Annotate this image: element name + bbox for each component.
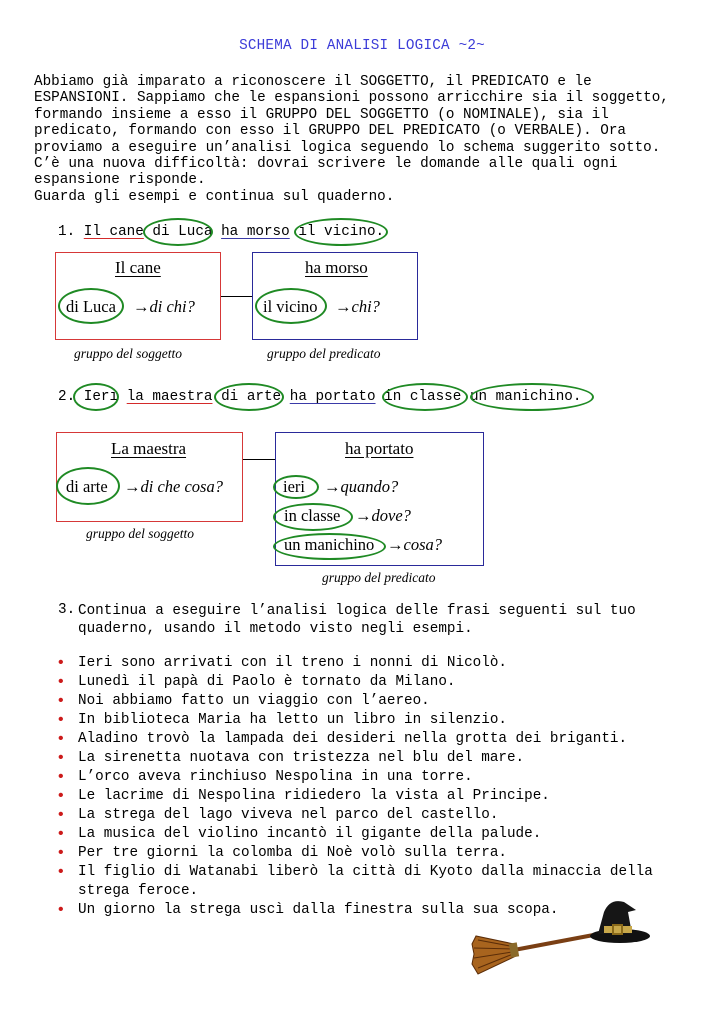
- example-2-subject-question: →di che cosa?: [124, 477, 223, 496]
- list-item: • Il figlio di Watanabi liberò la città di Kyoto dalla minaccia della strega feroce.: [56, 863, 698, 901]
- example-2-expansion-1-circle: [73, 383, 119, 411]
- list-item: • Le lacrime di Nespolina ridiedero la vista al Principe.: [56, 787, 698, 806]
- list-item: • La sirenetta nuotava con tristezza nel blu del mare.: [56, 749, 698, 768]
- example-2-predicate-term-3: un manichino: [284, 535, 375, 554]
- example-2-period: .: [572, 389, 582, 405]
- example-2-number: 2.: [58, 389, 76, 405]
- sentence-list: [56, 654, 698, 920]
- example-2-expansion-3: in classe: [384, 389, 462, 405]
- list-item: • Per tre giorni la colomba di Noè volò sulla terra.: [56, 844, 698, 863]
- example-2-expansion-1: Ieri: [83, 389, 119, 405]
- intro-paragraph: Abbiamo già imparato a riconoscere il SOGGETTO, il PREDICATO e le ESPANSIONI. Sappiamo che le espansioni possono arricchire sia il soggetto, formando insieme a esso il GRUPPO DEL SOGGETTO (o NOMINALE), sia il predicato, formando con esso il GRUPPO DEL PREDICATO (o VERBALE). Ora proviamo a eseguire un’analisi logica seguendo lo schema suggerito sotto. C’è una nuova difficoltà: dovrai scrivere le domande alle quali ogni espansione risponde. Guarda gli esempi e continua sul quaderno.: [34, 74, 669, 205]
- example-2-expansion-2: di arte: [221, 389, 282, 405]
- witch-hat-icon: [590, 901, 650, 943]
- example-1-subject-term: di Luca: [66, 297, 116, 316]
- example-1-subject-caption: gruppo del soggetto: [74, 346, 182, 361]
- example-2-connector-line: [243, 459, 275, 460]
- list-item: • Noi abbiamo fatto un viaggio con l’aereo.: [56, 692, 698, 711]
- example-2-expansion-2-circle: [214, 383, 284, 411]
- list-item: • La musica del violino incantò il gigante della palude.: [56, 825, 698, 844]
- exercise-3-number: 3.: [58, 602, 76, 618]
- example-2-predicate-term-1: ieri: [283, 477, 305, 496]
- example-1-expansion-2: il vicino: [298, 224, 376, 240]
- witch-illustration: [470, 892, 660, 984]
- example-2-subject-head: La maestra: [111, 439, 187, 458]
- example-2-predicate: ha portato: [289, 389, 376, 405]
- example-2-predicate-question-3: →cosa?: [387, 535, 442, 554]
- list-item: • La strega del lago viveva nel parco del castello.: [56, 806, 698, 825]
- example-1-predicate: ha morso: [221, 224, 290, 240]
- example-1-subject-head: Il cane: [115, 258, 161, 277]
- example-2-expansion-3-circle: [382, 383, 468, 411]
- list-item: • Ieri sono arrivati con il treno i nonni di Nicolò.: [56, 654, 698, 673]
- example-1-subject: Il cane: [83, 224, 144, 240]
- example-1-predicate-caption: gruppo del predicato: [267, 346, 381, 361]
- example-2-subject-caption: gruppo del soggetto: [86, 526, 194, 541]
- example-2-predicate-question-1: →quando?: [324, 477, 399, 496]
- list-item: • L’orco aveva rinchiuso Nespolina in una torre.: [56, 768, 698, 787]
- example-2-subject: la maestra: [126, 389, 213, 405]
- exercise-3-instructions: Continua a eseguire l’analisi logica delle frasi seguenti sul tuo quaderno, usando il metodo visto negli esempi.: [78, 603, 636, 637]
- list-item: • In biblioteca Maria ha letto un libro in silenzio.: [56, 711, 698, 730]
- example-2-predicate-head: ha portato: [345, 439, 414, 458]
- example-1-expansion-1: di Luca: [152, 224, 213, 240]
- example-1-subject-question: →di chi?: [133, 297, 195, 316]
- example-2-expansion-4: un manichino: [469, 389, 573, 405]
- example-2-predicate-question-2: →dove?: [355, 506, 411, 525]
- example-1-expansion-1-circle: [143, 218, 213, 246]
- example-2-subject-term: di arte: [66, 477, 108, 496]
- list-item: • Aladino trovò la lampada dei desideri nella grotta dei briganti.: [56, 730, 698, 749]
- example-1-number: 1.: [58, 224, 76, 240]
- example-1-predicate-head: ha morso: [305, 258, 368, 277]
- example-1-expansion-2-circle: [294, 218, 388, 246]
- list-item: • Lunedì il papà di Paolo è tornato da Milano.: [56, 673, 698, 692]
- example-1-predicate-term: il vicino: [263, 297, 318, 316]
- page-title: SCHEMA DI ANALISI LOGICA ~2~: [239, 38, 485, 54]
- example-1-period: .: [375, 224, 385, 240]
- list-item: • Un giorno la strega uscì dalla finestra sulla sua scopa.: [56, 901, 698, 920]
- example-1-connector-line: [221, 296, 252, 297]
- example-2-predicate-caption: gruppo del predicato: [322, 570, 436, 585]
- example-2-expansion-4-circle: [470, 383, 594, 411]
- example-2-predicate-term-2: in classe: [284, 506, 341, 525]
- example-1-predicate-question: →chi?: [335, 297, 380, 316]
